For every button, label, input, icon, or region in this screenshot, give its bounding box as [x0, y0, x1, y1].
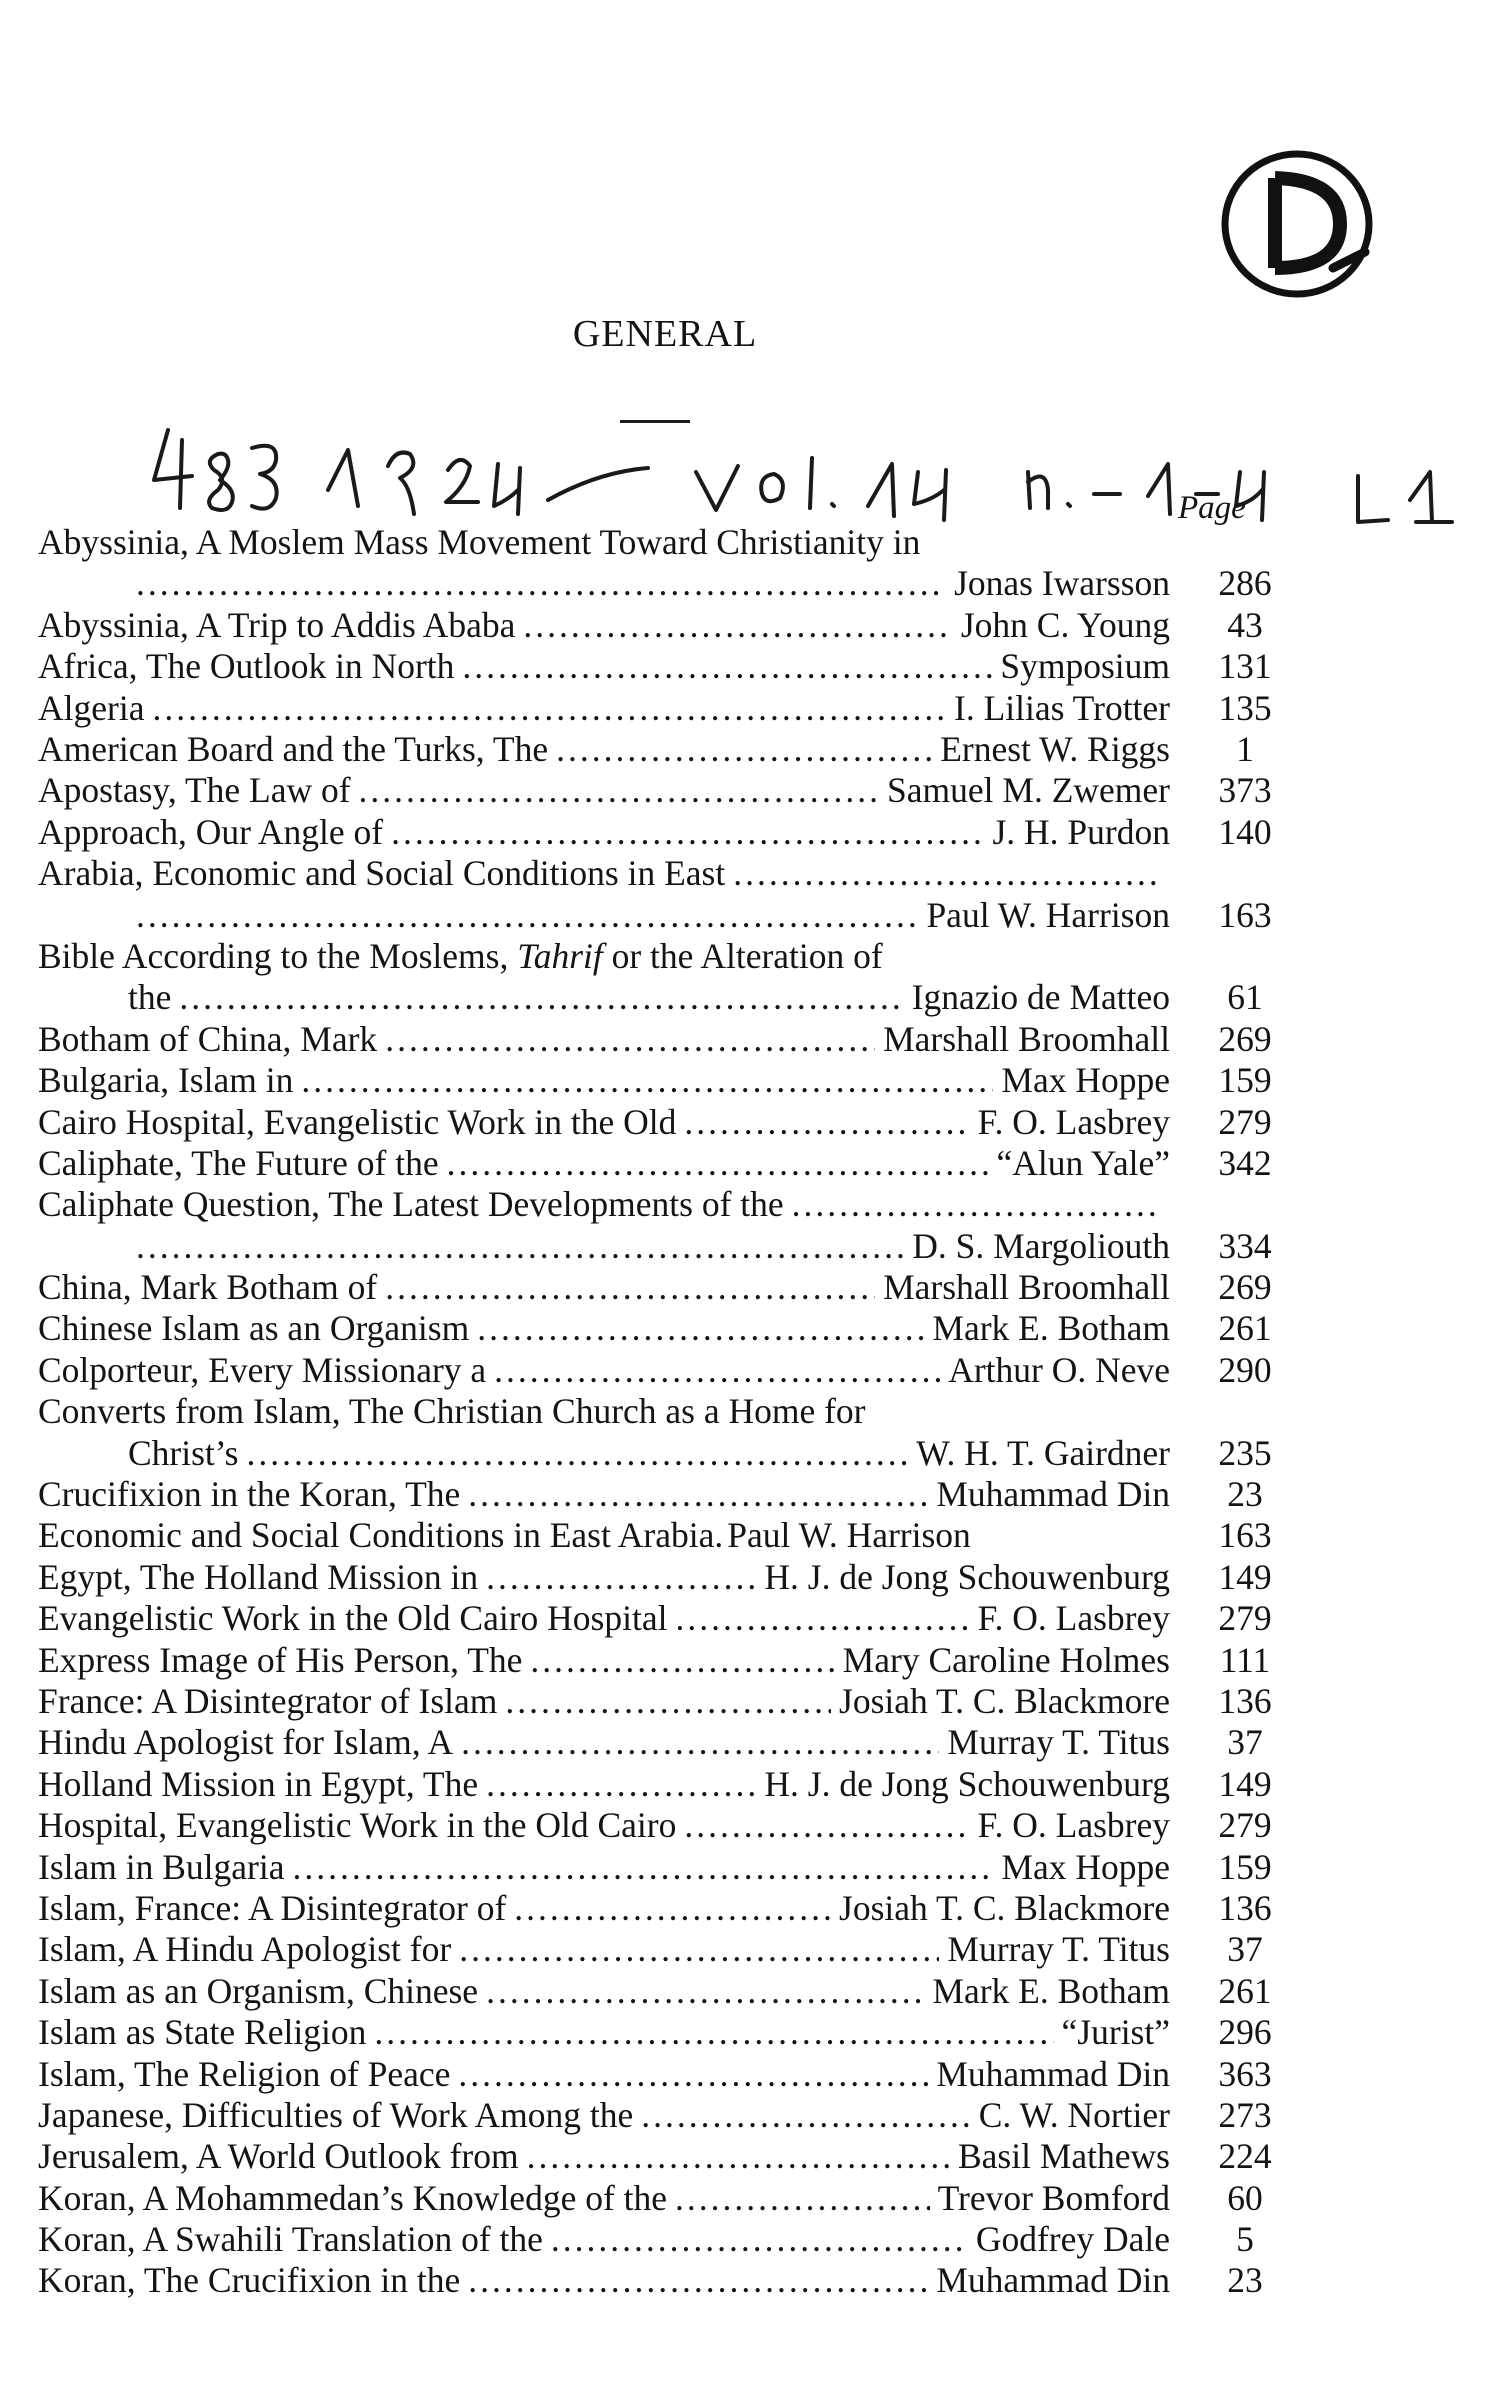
entry-line — [38, 605, 1170, 646]
entry-page: 159 — [1218, 1060, 1272, 1101]
entry-second-line — [38, 1433, 1170, 1474]
index-entries — [38, 522, 1272, 2302]
entry-subject: Express Image of His Person, The — [38, 1639, 523, 1680]
index-entry — [38, 2053, 1272, 2095]
dot-leader — [136, 895, 918, 936]
index-entry — [38, 1101, 1272, 1143]
entry-line — [38, 2178, 1170, 2219]
entry-page: 149 — [1218, 1763, 1272, 1804]
dot-leader — [675, 1598, 969, 1639]
entry-page: 136 — [1218, 1887, 1272, 1928]
entry-author: W. H. T. Gairdner — [916, 1432, 1170, 1473]
entry-line — [38, 1019, 1170, 1060]
entry-line — [38, 1929, 1170, 1970]
entry-page: 261 — [1218, 1308, 1272, 1349]
entry-subject: Hospital, Evangelistic Work in the Old Cairo — [38, 1805, 677, 1846]
entry-author: Muhammad Din — [936, 2053, 1170, 2094]
entry-author: Symposium — [1000, 646, 1170, 687]
entry-second-line — [38, 895, 1170, 936]
dot-leader — [292, 1847, 993, 1888]
entry-page: 131 — [1218, 646, 1272, 687]
entry-second-line — [38, 977, 1170, 1018]
index-entry — [38, 1639, 1271, 1681]
entry-author: Ernest W. Riggs — [940, 728, 1170, 769]
entry-author: John C. Young — [960, 604, 1170, 645]
entry-author: F. O. Lasbrey — [977, 1598, 1170, 1639]
entry-author: Mary Caroline Holmes — [842, 1639, 1170, 1680]
entry-page: 1 — [1236, 728, 1254, 769]
entry-second-line — [38, 1226, 1170, 1267]
entry-subject: Cairo Hospital, Evangelistic Work in the Old — [38, 1101, 677, 1142]
entry-line — [38, 1847, 1170, 1888]
index-entry — [38, 1887, 1272, 1929]
entry-author: D. S. Margoliouth — [912, 1225, 1170, 1266]
entry-subject: Hindu Apologist for Islam, A — [38, 1722, 454, 1763]
entry-author: Arthur O. Neve — [948, 1349, 1170, 1390]
entry-page: 290 — [1218, 1349, 1272, 1390]
entry-first-line — [38, 853, 1170, 894]
index-entry — [38, 1970, 1272, 2012]
entry-page: 159 — [1218, 1846, 1272, 1887]
entry-subject: Converts from Islam, The Christian Church as a Home for — [38, 1391, 866, 1432]
entry-author: Marshall Broomhall — [883, 1018, 1170, 1059]
entry-author: Max Hoppe — [1001, 1846, 1170, 1887]
entry-author: Trevor Bomford — [937, 2177, 1170, 2218]
entry-page: 261 — [1218, 1970, 1272, 2011]
entry-page: 163 — [1218, 894, 1272, 935]
entry-author: Godfrey Dale — [975, 2219, 1170, 2260]
index-entry — [38, 1722, 1263, 1763]
entry-author: H. J. de Jong Schouwenburg — [764, 1556, 1170, 1597]
entry-author: Josiah T. C. Blackmore — [839, 1681, 1170, 1722]
entry-subject-continuation: Christ’s — [128, 1432, 239, 1473]
entry-subject: Approach, Our Angle of — [38, 811, 384, 852]
section-heading: GENERAL — [572, 313, 758, 355]
entry-subject: Arabia, Economic and Social Conditions in East — [38, 853, 726, 894]
entry-line — [38, 1888, 1170, 1929]
entry-author: Max Hoppe — [1001, 1060, 1170, 1101]
entry-page: 140 — [1218, 811, 1272, 852]
entry-author: H. J. de Jong Schouwenburg — [764, 1763, 1170, 1804]
entry-line — [38, 1267, 1170, 1308]
entry-line — [38, 646, 1170, 687]
entry-subject: Bible According to the Moslems, Tahrif or the Alteration of — [38, 935, 883, 976]
entry-page: 279 — [1218, 1805, 1272, 1846]
dot-leader — [486, 1764, 756, 1805]
entry-page: 279 — [1218, 1598, 1272, 1639]
entry-first-line — [38, 936, 1170, 977]
entry-line — [38, 2012, 1170, 2053]
index-entry — [38, 2094, 1272, 2136]
dot-leader — [468, 2260, 928, 2301]
entry-author: Murray T. Titus — [947, 1722, 1170, 1763]
entry-page: 37 — [1227, 1929, 1263, 1970]
entry-separator: . — [714, 1515, 724, 1556]
dot-leader — [551, 2219, 968, 2260]
index-entry — [38, 2260, 1263, 2301]
dot-leader — [486, 1971, 924, 2012]
entry-author: I. Lilias Trotter — [954, 687, 1170, 728]
dot-leader — [461, 1722, 939, 1763]
entry-line — [38, 1308, 1170, 1349]
entry-page: 43 — [1227, 604, 1263, 645]
entry-subject: Caliphate, The Future of the — [38, 1142, 439, 1183]
index-entry — [38, 1805, 1272, 1846]
index-entry — [38, 1267, 1272, 1308]
entry-author: Mark E. Botham — [932, 1308, 1170, 1349]
entry-subject: Algeria — [38, 687, 145, 728]
index-entry — [38, 522, 1272, 605]
entry-line — [38, 1681, 1170, 1722]
entry-page: 111 — [1219, 1639, 1271, 1680]
entry-subject: China, Mark Botham of — [38, 1267, 378, 1308]
entry-author: “Jurist” — [1061, 2012, 1170, 2053]
dot-leader — [459, 1929, 939, 1970]
entry-subject: Bulgaria, Islam in — [38, 1060, 294, 1101]
entry-line — [38, 1474, 1170, 1515]
entry-subject: Evangelistic Work in the Old Cairo Hospital — [38, 1598, 668, 1639]
entry-line — [38, 1060, 1170, 1101]
stamp-d-icon — [1215, 140, 1380, 305]
index-entry — [38, 1349, 1272, 1391]
entry-line — [38, 1722, 1170, 1763]
entry-line — [38, 1515, 1170, 1556]
entry-page: 373 — [1218, 770, 1272, 811]
dot-leader — [684, 1102, 969, 1143]
entry-page: 37 — [1227, 1722, 1263, 1763]
entry-subject: Koran, The Crucifixion in the — [38, 2260, 461, 2301]
dot-leader — [514, 1888, 831, 1929]
dot-leader — [494, 1350, 940, 1391]
entry-subject: Holland Mission in Egypt, The — [38, 1763, 479, 1804]
entry-subject: Islam, France: A Disintegrator of — [38, 1887, 507, 1928]
index-entry — [38, 1681, 1272, 1722]
dot-leader — [179, 977, 903, 1018]
index-entry — [38, 935, 1263, 1019]
entry-subject: Islam as State Religion — [38, 2012, 367, 2053]
entry-page: 136 — [1218, 1681, 1272, 1722]
dot-leader — [447, 1143, 989, 1184]
dot-leader — [246, 1433, 908, 1474]
entry-author: Basil Mathews — [958, 2136, 1170, 2177]
dot-leader — [359, 770, 880, 811]
entry-page: 269 — [1218, 1018, 1272, 1059]
entry-author: Murray T. Titus — [947, 1929, 1170, 1970]
index-entry — [38, 1556, 1272, 1598]
entry-page: 296 — [1218, 2012, 1272, 2053]
entry-page: 135 — [1218, 687, 1272, 728]
index-entry — [38, 2012, 1272, 2053]
entry-second-line — [38, 563, 1170, 604]
entry-first-line — [38, 1391, 1170, 1432]
entry-line — [38, 1143, 1170, 1184]
index-entry — [38, 1184, 1272, 1267]
entry-subject: Apostasy, The Law of — [38, 770, 351, 811]
entry-author: Ignazio de Matteo — [911, 977, 1170, 1018]
entry-page: 60 — [1227, 2177, 1263, 2218]
entry-author: Muhammad Din — [936, 1474, 1170, 1515]
entry-page: 23 — [1227, 2260, 1263, 2301]
entry-subject: Botham of China, Mark — [38, 1018, 378, 1059]
dot-leader — [505, 1681, 831, 1722]
entry-line — [38, 1805, 1170, 1846]
entry-page: 224 — [1218, 2136, 1272, 2177]
entry-page: 363 — [1218, 2053, 1272, 2094]
entry-page: 163 — [1218, 1515, 1272, 1556]
index-entry — [38, 604, 1263, 646]
dot-leader — [527, 2136, 950, 2177]
index-entry — [38, 728, 1254, 770]
entry-line — [38, 1350, 1170, 1391]
dot-leader — [733, 853, 1162, 894]
entry-subject: Islam, A Hindu Apologist for — [38, 1929, 452, 1970]
entry-subject: Islam as an Organism, Chinese — [38, 1970, 479, 2011]
entry-author: Mark E. Botham — [932, 1970, 1170, 2011]
entry-page: 5 — [1236, 2219, 1254, 2260]
dot-leader — [374, 2012, 1053, 2053]
entry-line — [38, 770, 1170, 811]
entry-line — [38, 1102, 1170, 1143]
entry-page: 149 — [1218, 1556, 1272, 1597]
entry-page: 61 — [1227, 977, 1263, 1018]
index-entry — [38, 1846, 1272, 1888]
entry-subject: Islam, The Religion of Peace — [38, 2053, 451, 2094]
dot-leader — [468, 1474, 928, 1515]
index-entry — [38, 1060, 1272, 1101]
index-entry — [38, 1929, 1263, 1970]
entry-line — [38, 2136, 1170, 2177]
dot-leader — [385, 1267, 875, 1308]
index-entry — [38, 2219, 1254, 2260]
entry-subject: Koran, A Mohammedan’s Knowledge of the — [38, 2177, 668, 2218]
entry-first-line — [38, 1184, 1170, 1225]
entry-page: 342 — [1218, 1142, 1272, 1183]
entry-author: F. O. Lasbrey — [977, 1101, 1170, 1142]
entry-subject: Economic and Social Conditions in East Arabia — [38, 1515, 715, 1556]
entry-author: Marshall Broomhall — [883, 1267, 1170, 1308]
index-entry — [38, 811, 1272, 853]
entry-line — [38, 812, 1170, 853]
entry-line — [38, 1764, 1170, 1805]
dot-leader — [792, 1184, 1162, 1225]
entry-subject: Colporteur, Every Missionary a — [38, 1349, 487, 1390]
dot-leader — [486, 1557, 756, 1598]
entry-line — [38, 2260, 1170, 2301]
index-entry — [38, 1515, 1272, 1556]
entry-author: “Alun Yale” — [996, 1142, 1170, 1183]
entry-subject-continuation: the — [128, 977, 172, 1018]
dot-leader — [136, 563, 946, 604]
entry-subject: Islam in Bulgaria — [38, 1846, 285, 1887]
index-entry — [38, 2177, 1263, 2219]
dot-leader — [136, 1226, 904, 1267]
entry-subject: Crucifixion in the Koran, The — [38, 1474, 461, 1515]
entry-line — [38, 729, 1170, 770]
entry-author: Josiah T. C. Blackmore — [839, 1887, 1170, 1928]
entry-page: 23 — [1227, 1474, 1263, 1515]
entry-subject: American Board and the Turks, The — [38, 728, 549, 769]
index-entry — [38, 1142, 1272, 1184]
entry-author: Paul W. Harrison — [727, 1515, 971, 1556]
dot-leader — [462, 646, 992, 687]
entry-line — [38, 1598, 1170, 1639]
entry-subject: Japanese, Difficulties of Work Among the — [38, 2094, 634, 2135]
entry-author: F. O. Lasbrey — [977, 1805, 1170, 1846]
entry-line — [38, 1971, 1170, 2012]
dot-leader — [523, 605, 952, 646]
index-entry — [38, 1763, 1272, 1805]
entry-author: Paul W. Harrison — [926, 894, 1170, 935]
dot-leader — [477, 1308, 924, 1349]
dot-leader — [675, 2178, 930, 2219]
index-entry — [38, 1018, 1272, 1060]
index-entry — [38, 1598, 1272, 1639]
index-entry — [38, 646, 1272, 687]
page-column-label: Page — [1178, 490, 1246, 526]
entry-line — [38, 2095, 1170, 2136]
dot-leader — [458, 2054, 928, 2095]
entry-subject: Jerusalem, A World Outlook from — [38, 2136, 519, 2177]
entry-page: 279 — [1218, 1101, 1272, 1142]
entry-page: 235 — [1218, 1432, 1272, 1473]
dot-leader — [530, 1640, 834, 1681]
entry-subject: Koran, A Swahili Translation of the — [38, 2219, 543, 2260]
entry-first-line — [38, 522, 1170, 563]
entry-author: J. H. Purdon — [992, 811, 1170, 852]
entry-page: 273 — [1218, 2094, 1272, 2135]
entry-subject: Chinese Islam as an Organism — [38, 1308, 470, 1349]
entry-line — [38, 1640, 1170, 1681]
entry-subject-tail: or the Alteration of — [602, 935, 883, 976]
entry-subject: Abyssinia, A Trip to Addis Ababa — [38, 604, 516, 645]
index-entry — [38, 770, 1272, 811]
entry-author: C. W. Nortier — [978, 2094, 1170, 2135]
entry-line — [38, 2219, 1170, 2260]
index-entry — [38, 1391, 1272, 1474]
entry-author: Samuel M. Zwemer — [887, 770, 1170, 811]
index-entry — [38, 687, 1272, 729]
entry-page: 269 — [1218, 1267, 1272, 1308]
index-entry — [38, 1308, 1272, 1349]
entry-author: Muhammad Din — [936, 2260, 1170, 2301]
index-entry — [38, 1474, 1263, 1515]
dot-leader — [684, 1805, 969, 1846]
dot-leader — [301, 1060, 993, 1101]
entry-subject: Caliphate Question, The Latest Developments of the — [38, 1184, 784, 1225]
entry-line — [38, 2054, 1170, 2095]
entry-subject: Abyssinia, A Moslem Mass Movement Toward Christianity in — [38, 522, 921, 562]
dot-leader — [391, 812, 984, 853]
entry-line — [38, 1557, 1170, 1598]
entry-subject: Africa, The Outlook in North — [38, 646, 455, 687]
index-entry — [38, 2136, 1272, 2177]
entry-page: 334 — [1218, 1225, 1272, 1266]
dot-leader — [385, 1019, 875, 1060]
entry-subject-italic: Tahrif — [517, 935, 603, 976]
entry-line — [38, 688, 1170, 729]
entry-subject: France: A Disintegrator of Islam — [38, 1681, 498, 1722]
dot-leader — [152, 688, 946, 729]
entry-author: Jonas Iwarsson — [954, 563, 1170, 604]
entry-page: 286 — [1218, 563, 1272, 604]
dot-leader — [556, 729, 932, 770]
entry-subject: Egypt, The Holland Mission in — [38, 1556, 479, 1597]
index-entry — [38, 853, 1272, 936]
dot-leader — [641, 2095, 970, 2136]
